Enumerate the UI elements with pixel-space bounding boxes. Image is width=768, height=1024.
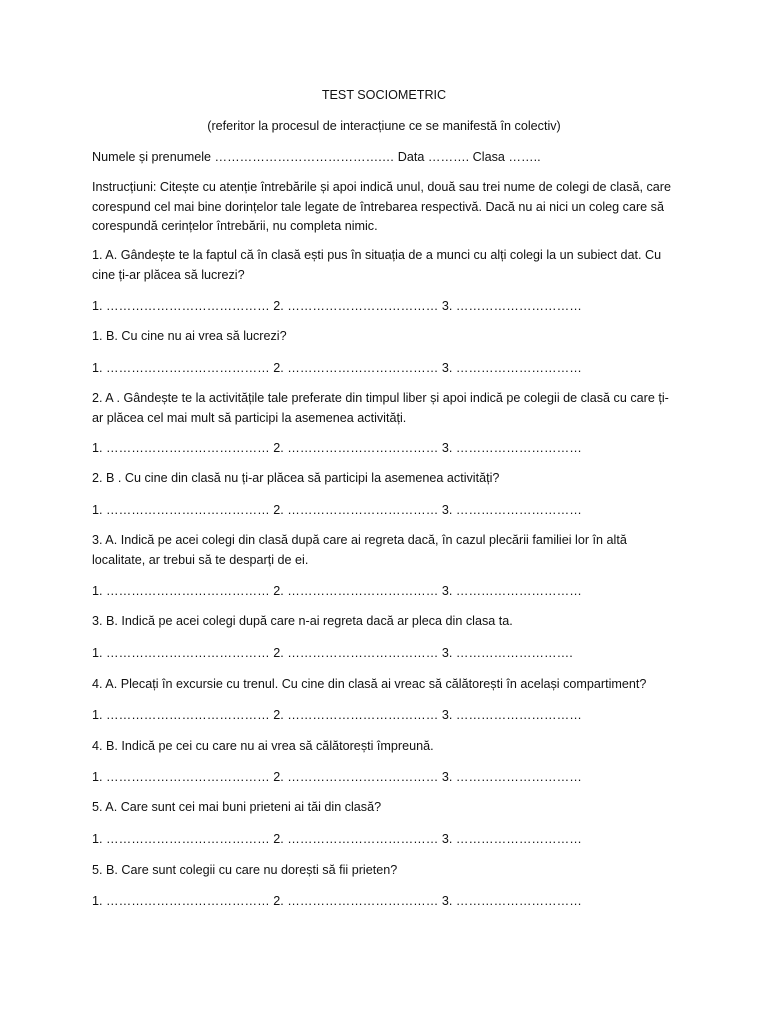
- answer-line-3b: 1. ………………………………… 2. ……………………………… 3. ……………………….: [92, 646, 573, 660]
- question-4b: 4. B. Indică pe cei cu care nu ai vrea să călătorești împreună.: [92, 739, 434, 753]
- answer-line-2b: 1. ………………………………… 2. ……………………………… 3. …………………………: [92, 503, 582, 517]
- question-5b: 5. B. Care sunt colegii cu care nu dorești să fii prieten?: [92, 863, 398, 877]
- document-title: TEST SOCIOMETRIC: [321, 88, 447, 102]
- answer-line-1a: 1. ………………………………… 2. ……………………………… 3. …………………………: [92, 299, 582, 313]
- answer-line-2a: 1. ………………………………… 2. ……………………………… 3. …………………………: [92, 441, 582, 455]
- answer-line-5b: 1. ………………………………… 2. ……………………………… 3. …………………………: [92, 894, 582, 908]
- answer-line-4b: 1. ………………………………… 2. ……………………………… 3. …………………………: [92, 770, 582, 784]
- answer-line-1b: 1. ………………………………… 2. ……………………………… 3. …………………………: [92, 361, 582, 375]
- question-5a: 5. A. Care sunt cei mai buni prieteni ai tăi din clasă?: [92, 800, 382, 814]
- question-1b: 1. B. Cu cine nu ai vrea să lucrezi?: [92, 329, 287, 343]
- question-2b: 2. B . Cu cine din clasă nu ți-ar plăcea să participi la asemenea activități?: [92, 471, 500, 485]
- question-3b: 3. B. Indică pe acei colegi după care n-ai regreta dacă ar pleca din clasa ta.: [92, 614, 513, 628]
- question-4a: 4. A. Plecați în excursie cu trenul. Cu cine din clasă ai vreac să călătorești în același compartiment?: [92, 677, 647, 691]
- document-subtitle: (referitor la procesul de interacțiune ce se manifestă în colectiv): [207, 119, 561, 133]
- question-1a: 1. A. Gândește te la faptul că în clasă ești pus în situația de a munci cu alți colegi la un subiect dat. Cu cine ți-ar plăcea să lucrezi?: [92, 248, 662, 282]
- answer-line-3a: 1. ………………………………… 2. ……………………………… 3. …………………………: [92, 584, 582, 598]
- answer-line-4a: 1. ………………………………… 2. ……………………………… 3. …………………………: [92, 708, 582, 722]
- header-fields: Numele și prenumele ………………………………….… Data ………. Clasa ……..: [92, 150, 541, 164]
- question-2a: 2. A . Gândește te la activitățile tale preferate din timpul liber și apoi indică pe colegii de clasă cu care ți-ar plăcea cel mai mult să participi la asemenea activități.: [92, 391, 669, 425]
- question-3a: 3. A. Indică pe acei colegi din clasă după care ai regreta dacă, în cazul plecării familiei lor în altă localitate, ar trebui să te desparți de ei.: [92, 533, 627, 567]
- instructions-paragraph: Instrucțiuni: Citește cu atenție întrebările și apoi indică unul, două sau trei nume de colegi de clasă, care corespund cel mai bine dorințelor tale legate de întrebarea respectivă. Dacă nu ai nici un coleg care să corespundă cerințelor întrebării, nu completa nimic.: [92, 180, 671, 233]
- answer-line-5a: 1. ………………………………… 2. ……………………………… 3. …………………………: [92, 832, 582, 846]
